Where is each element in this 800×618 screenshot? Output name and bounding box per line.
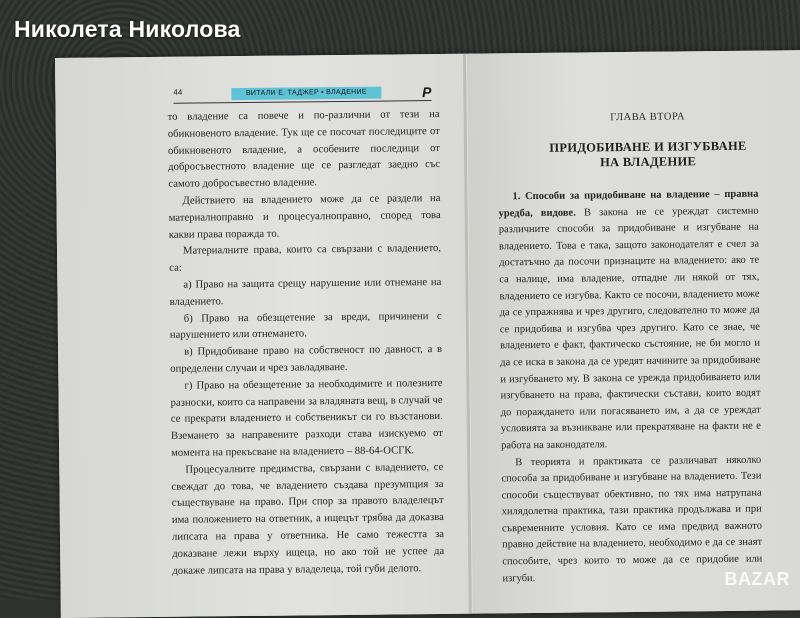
chapter-label: ГЛАВА ВТОРА — [610, 111, 686, 124]
left-page-body — [168, 106, 445, 579]
chapter-title — [468, 138, 800, 172]
chapter-title-line: НА ВЛАДЕНИЕ — [599, 154, 697, 170]
right-page-body — [498, 187, 762, 588]
marketplace-badge: BAZAR — [724, 569, 790, 589]
list-item: г) Право на обезщетение за необходимите и полезните разноски, които са направени за владяната вещ, в случай че се прекрати владението и собственикът си го възстанови. Вземането за направените разходи става изискуемо от момента на прекъсване на владението – 88-64-ОСГК. — [170, 376, 444, 459]
section-heading: 1. Способи за придобиване на владение – правна уредба, видове. — [498, 188, 759, 219]
list-item: в) Придобиване право на собственост по давност, а в определени случаи и чрез завладяване. — [170, 343, 443, 375]
paragraph: Материалните права, които са свързани с владението, са: — [169, 242, 442, 274]
list-item: а) Право на защита срещу нарушение или отнемане на владението. — [169, 275, 442, 308]
paragraph-text: В закона не се уреждат системно различните способи за придобиване и изгубване на владението. Това е така, защото законодателят е счел за достатъчно да посочи признаците на владението: ако те са налице, има владение, отпадне ли някой от тях, владението се изгубва. Както се посочи, владението може да се упражнява и чрез другиго, следователно то може да се придобива и изгубва чрез другиго. Като се знае, че владението е факт, фактическо състояние, не би могло и да се иска в закона да се уредят начините за придобиване и изгубването му. В закона се урежда придобиването или изгубването на права, фактически състави, които водят до пораждането или погасяването им, а да се уреждат условията за възникване или прекратяване на факти не е работа на законодателя. — [498, 205, 761, 452]
book-spread — [55, 50, 800, 618]
left-page — [55, 54, 471, 618]
paragraph: то владение са повече и по-различни от тези на обикновеното владение. Тук ще се посочат последиците от обикновеното владение, а особените последици от добросъвестното владение ще се разгледат заедно със самото добросъвестно владение. — [167, 107, 441, 191]
list-item: б) Право на обезщетение за вреди, причинени с нарушението или отнемането. — [169, 309, 442, 342]
paragraph: В теорията и практиката се различават няколко способа за придобиване и изгубване на владението. Тези способи съществуват обективно, по тях има натрупана хилядолетна практика, тази практика продължава и при съвременните условия. Като се има предвид важното правно действие на владението, необходимо е да се знаят способите, чрез които то може да се придобие или изгуби. — [501, 454, 763, 584]
paragraph: Процесуалните предимства, свързани с владението, се свеждат до това, че владението създава презумпция за съществуване на право. При спор за правото владелецът има положението на ответник, а ищецът трябва да доказва липсата на права у ответника. Не само тежестта за доказване лежи върху ищеца, но ако той не успее да докаже липсата на права у владелеца, той губи делото. — [171, 460, 445, 577]
page-header — [173, 84, 431, 104]
header-band: ВИТАЛИ Е. ТАДЖЕР • ВЛАДЕНИЕ — [231, 87, 381, 101]
paragraph: Действието на владението може да се раздели на материалноправно и процесуалноправно, според това какви права поражда то. — [168, 191, 441, 241]
seller-watermark: Николета Николова — [14, 16, 241, 42]
chapter-title-line: ПРИДОБИВАНЕ И ИЗГУБВАНЕ — [549, 138, 747, 155]
publisher-logo-icon: P — [421, 84, 432, 101]
paragraph — [498, 187, 761, 455]
page-number: 44 — [173, 87, 183, 97]
